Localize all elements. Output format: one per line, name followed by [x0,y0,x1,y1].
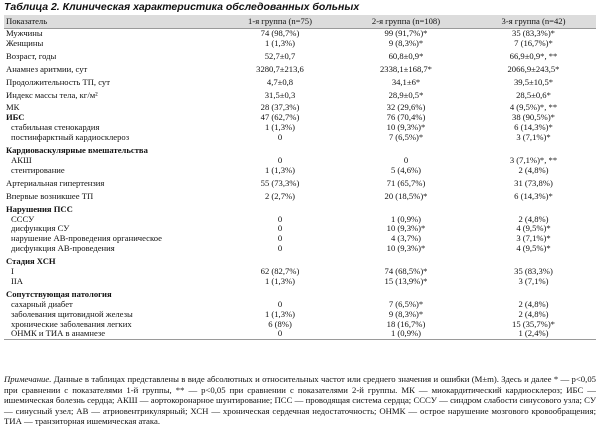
row-chf-iia [4,277,596,287]
cell-group-1: 1 (1,3%) [264,308,296,319]
cell-group-3: 31 (73,8%) [514,177,553,188]
cell-group-1: 0 [277,233,283,244]
cell-group-2: 9 (8,3%)* [388,308,424,319]
cell-group-3: 2 (4,8%) [518,308,549,319]
cell-group-2: 99 (91,7%)* [384,28,428,38]
section-conduction-disorders [4,202,596,215]
row-label: Мужчины [6,28,43,38]
row-age [4,49,596,62]
table-note [4,374,596,427]
row-label: АКШ [11,154,32,165]
cell-group-2: 28,9±0,5* [388,89,424,100]
cell-group-3: 35 (83,3%) [514,266,553,277]
row-postinfarction [4,133,596,143]
clinical-table [4,15,596,340]
cell-group-2: 4 (3,7%) [390,233,422,244]
table-header-row [4,15,596,29]
cell-group-1: 55 (73,3%) [260,177,300,188]
note-text: Данные в таблицах представлены в виде абсолютных и относительных частот или среднего значения и ошибки (M±m). Здесь и далее * — p<0,05 при сравнении с показателями 1-й группы, ** — p<0,05 при сравнении с показателями 2-й группы. МК — миокардитический кардиосклероз; ИБС — ишемическая болезнь сердца; АКШ — аортокоронарное шунтирование; ПСС — проводящая система сердца; СССУ — синдром слабости синусового узла; СУ — синусный узел; АВ — атриовентрикулярный; ХСН — хроническая сердечная недостаточность; ОНМК — острое нарушение мозгового кровообращения; ТИА — транзиторная ишемическая атака. [4,374,597,427]
cell-group-3: 4 (9,5%)*, ** [509,102,558,113]
cell-group-2: 7 (6,5%)* [388,298,424,309]
row-label: дисфункция СУ [11,223,70,234]
cell-group-1: 2 (2,7%) [264,190,296,201]
cell-group-1: 31,5±0,3 [264,89,296,100]
cell-group-1: 0 [277,223,283,234]
cell-group-1: 62 (82,7%) [260,266,300,277]
cell-group-2: 74 (68,5%)* [384,266,428,277]
row-label: Продолжительность ТП, сут [6,76,110,87]
cell-group-1: 3280,7±213,6 [256,63,304,74]
cell-group-2: 7 (6,5%)* [388,132,424,143]
cell-group-3: 2 (4,8%) [518,213,549,224]
section-cardiovascular-interventions [4,143,596,156]
cell-group-1: 47 (62,7%) [260,112,300,123]
header-group-2: 2-я группа (n=108) [341,15,471,29]
cell-group-1: 0 [277,298,283,309]
section-heading: Кардиоваскулярные вмешательства [6,145,148,156]
section-heading: Сопутствующая патология [6,288,112,299]
row-bmi [4,88,596,101]
cell-group-2: 20 (18,5%)* [384,190,428,201]
cell-group-2: 10 (9,3%)* [386,223,426,234]
cell-group-2: 10 (9,3%)* [386,243,426,254]
cell-group-2: 60,8±0,9* [388,50,424,61]
cell-group-2: 10 (9,3%)* [386,122,426,133]
row-label: Индекс массы тела, кг/м² [6,89,98,100]
row-label: ОНМК и ТИА в анамнезе [4,329,219,339]
row-label: Возраст, годы [6,50,57,61]
table-caption: Таблица 2. Клиническая характеристика обследованных больных [4,1,360,13]
cell-group-1: 0 [277,154,283,165]
cell-group-3: 4 (9,5%)* [516,243,551,254]
cell-group-2: 2338,1±168,7* [380,63,432,74]
row-hypertension [4,176,596,189]
row-label: ИБС [6,112,25,123]
cell-group-3: 66,9±0,9*, ** [509,50,558,61]
cell-group-1: 74 (98,7%) [260,28,300,38]
cell-group-1: 0 [277,213,283,224]
cell-group-3: 4 (9,5%)* [516,223,551,234]
cell-group-2: 34,1±6* [391,76,421,87]
cell-group-1: 1 (1,3%) [264,122,296,133]
cell-group-1: 28 (37,3%) [260,102,300,113]
cell-group-2: 76 (70,4%) [386,112,426,123]
cell-group-2: 1 (0,9%) [341,329,471,339]
row-men [4,29,596,39]
note-lead: Примечание. [4,374,52,384]
row-women [4,39,596,49]
cell-group-3: 7 (16,7%)* [514,37,553,48]
section-heading: Стадия ХСН [6,256,56,267]
row-stenting [4,166,596,176]
row-stroke-tia [4,329,596,339]
row-label: стабильная стенокардия [11,122,100,133]
row-arrhythmia-history [4,62,596,75]
row-label: Впервые возникшее ТП [6,190,94,201]
cell-group-1: 4,7±0,8 [266,76,294,87]
cell-group-2: 5 (4,6%) [390,164,422,175]
header-indicator: Показатель [4,15,219,29]
cell-group-2: 0 [403,154,409,165]
cell-group-3: 2 (4,8%) [518,298,549,309]
row-label: Анамнез аритмии, сут [6,63,88,74]
row-sss [4,215,596,225]
cell-group-3: 2066,9±243,5* [507,63,560,74]
row-new-onset-af [4,189,596,202]
row-label: IIA [11,275,23,286]
row-mk [4,100,596,113]
cell-group-3: 39,5±10,5* [513,76,554,87]
cell-group-1: 0 [277,243,283,254]
row-label: нарушение АВ-проведения органическое [11,233,162,244]
cell-group-3: 3 (7,1%)* [516,233,551,244]
cell-group-2: 32 (29,6%) [386,102,426,113]
cell-group-3: 35 (83,3%)* [512,28,555,38]
cell-group-3: 3 (7,1%) [518,275,549,286]
cell-group-3: 3 (7,1%)* [516,132,551,143]
cell-group-1: 1 (1,3%) [264,37,296,48]
cell-group-3: 38 (90,5%)* [512,112,555,123]
cell-group-3: 6 (14,3%)* [514,122,553,133]
cell-group-3: 6 (14,3%)* [514,190,553,201]
row-label: хронические заболевания легких [11,318,132,329]
cell-group-1: 52,7±0,7 [264,50,296,61]
row-label: сахарный диабет [11,298,73,309]
row-label: заболевания щитовидной железы [11,308,133,319]
cell-group-2: 15 (13,9%)* [384,275,428,286]
cell-group-2: 9 (8,3%)* [388,37,424,48]
row-label: дисфункция АВ-проведения [11,243,115,254]
row-label: СССУ [11,213,35,224]
row-label: постинфарктный кардиосклероз [11,132,130,143]
cell-group-3: 1 (2,4%) [471,329,596,339]
cell-group-2: 1 (0,9%) [390,213,422,224]
row-cabg [4,156,596,166]
row-label: стентирование [11,164,65,175]
row-label: МК [6,102,20,113]
cell-group-1: 1 (1,3%) [264,275,296,286]
row-label: Женщины [6,37,44,48]
row-label: I [11,266,14,277]
header-group-1: 1-я группа (n=75) [219,15,341,29]
header-group-3: 3-я группа (n=42) [471,15,596,29]
section-comorbidities [4,287,596,300]
cell-group-3: 3 (7,1%)*, ** [509,154,558,165]
cell-group-1: 6 (8%) [268,318,292,329]
cell-group-3: 15 (35,7%)* [512,318,555,329]
cell-group-2: 18 (16,7%) [386,318,426,329]
row-label: Артериальная гипертензия [6,177,105,188]
section-chf-stage [4,254,596,267]
cell-group-1: 1 (1,3%) [264,164,296,175]
row-av-dysfunction [4,244,596,254]
row-chf-i [4,267,596,277]
cell-group-1: 0 [219,329,341,339]
cell-group-3: 2 (4,8%) [518,164,549,175]
row-af-duration [4,75,596,88]
cell-group-3: 28,5±0,6* [516,89,551,100]
section-heading: Нарушения ПСС [6,203,73,214]
cell-group-2: 71 (65,7%) [386,177,426,188]
cell-group-1: 0 [277,132,283,143]
